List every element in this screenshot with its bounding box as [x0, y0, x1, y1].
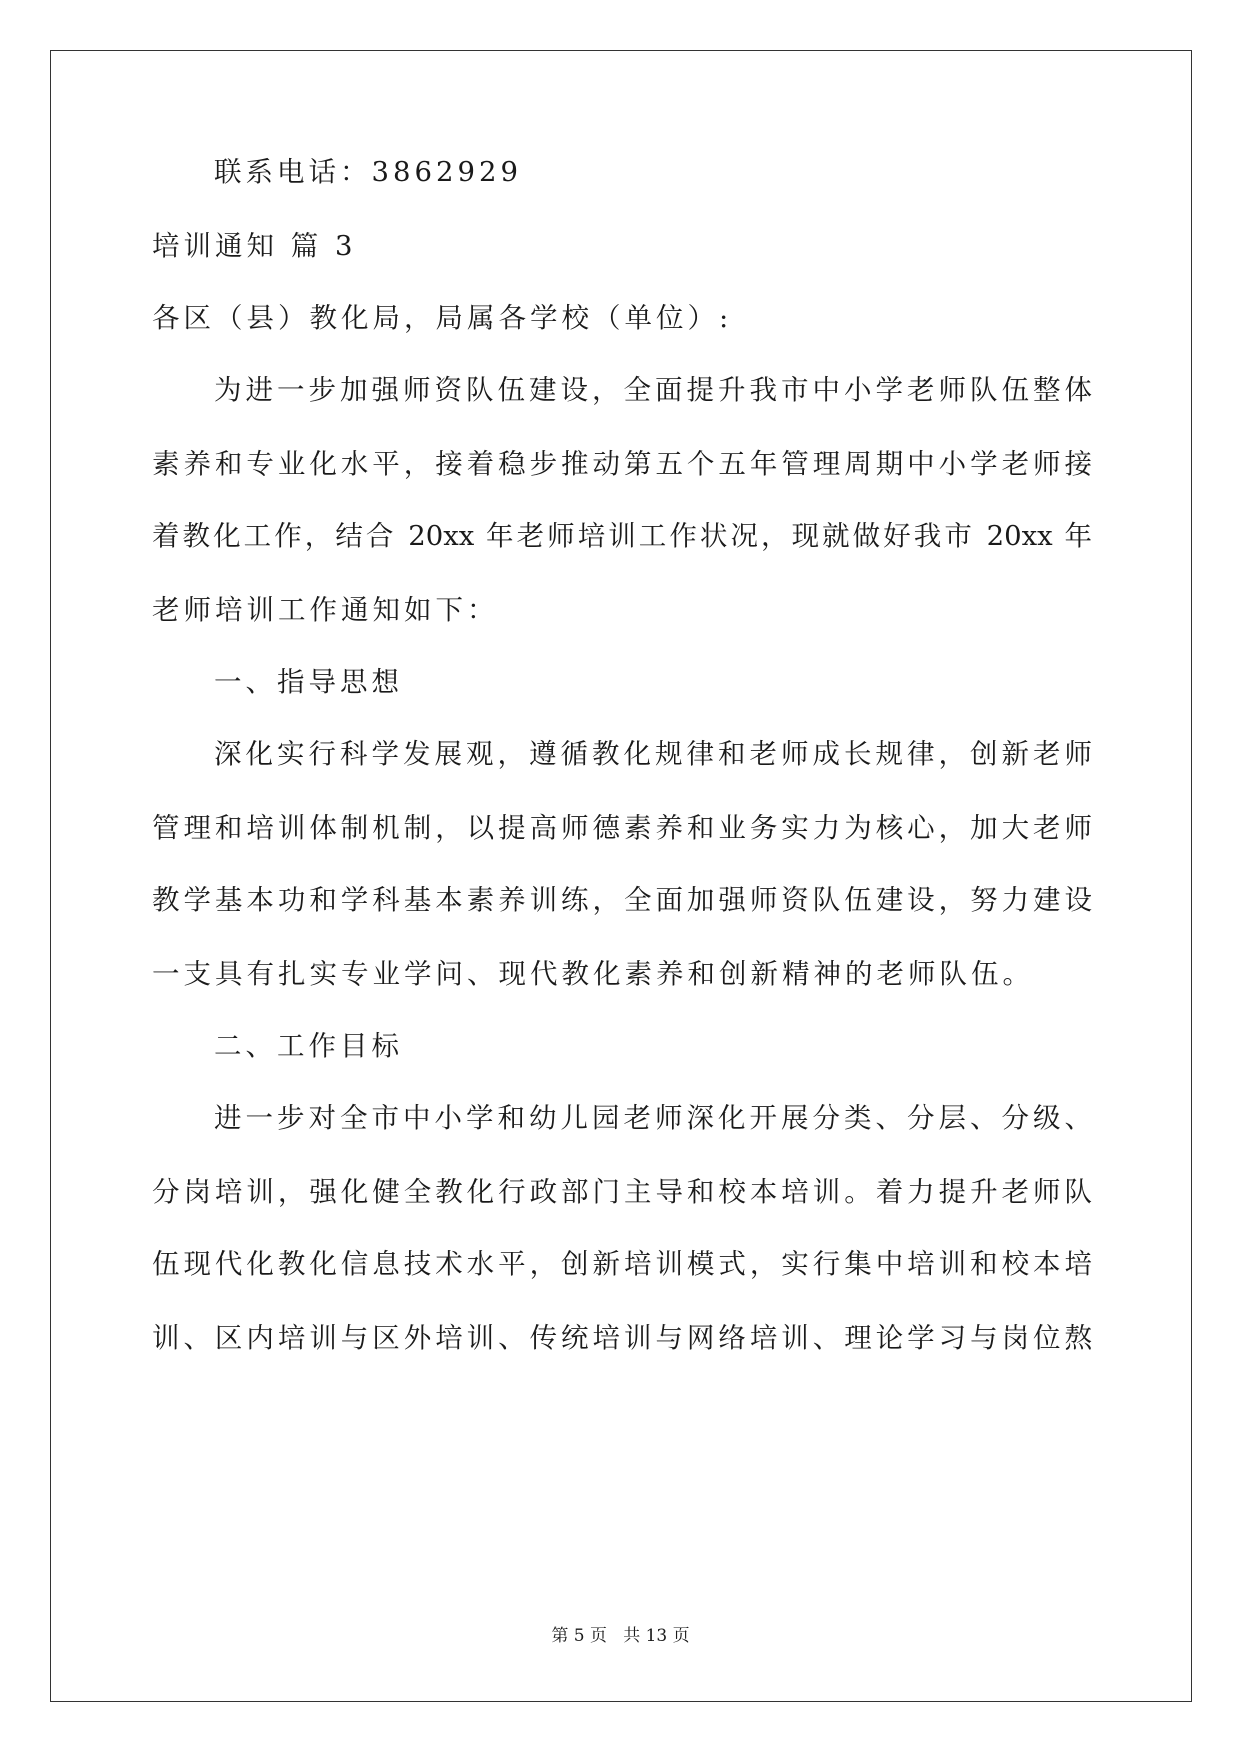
heading-work-goals: 二、工作目标	[214, 1030, 403, 1062]
paragraph-line: 一支具有扎实专业学问、现代教化素养和创新精神的老师队伍。	[152, 958, 1034, 990]
paragraph-line: 着教化工作，结合 20xx 年老师培训工作状况，现就做好我市 20xx 年	[152, 520, 1092, 552]
section-heading: 培训通知 篇 3	[152, 230, 357, 262]
paragraph-line: 为进一步加强师资队伍建设，全面提升我市中小学老师队伍整体	[214, 374, 1092, 406]
heading-guiding-ideology: 一、指导思想	[214, 666, 403, 698]
paragraph-line: 进一步对全市中小学和幼儿园老师深化开展分类、分层、分级、	[214, 1102, 1092, 1134]
paragraph-line: 分岗培训，强化健全教化行政部门主导和校本培训。着力提升老师队	[152, 1176, 1092, 1208]
total-pages-label: 共 13 页	[623, 1626, 690, 1646]
page-footer	[0, 1624, 1241, 1648]
current-page-label: 第 5 页	[551, 1626, 607, 1646]
paragraph-line: 教学基本功和学科基本素养训练，全面加强师资队伍建设，努力建设	[152, 884, 1092, 916]
paragraph-line: 管理和培训体制机制，以提高师德素养和业务实力为核心，加大老师	[152, 812, 1092, 844]
paragraph-line: 老师培训工作通知如下：	[152, 594, 499, 626]
addressee-line: 各区（县）教化局，局属各学校（单位）:	[152, 302, 733, 334]
paragraph-line: 深化实行科学发展观，遵循教化规律和老师成长规律，创新老师	[214, 738, 1092, 770]
paragraph-line: 伍现代化教化信息技术水平，创新培训模式，实行集中培训和校本培	[152, 1248, 1092, 1280]
paragraph-line: 训、区内培训与区外培训、传统培训与网络培训、理论学习与岗位熬	[152, 1322, 1092, 1354]
paragraph-line: 素养和专业化水平，接着稳步推动第五个五年管理周期中小学老师接	[152, 448, 1092, 480]
contact-line: 联系电话：3862929	[214, 156, 522, 188]
